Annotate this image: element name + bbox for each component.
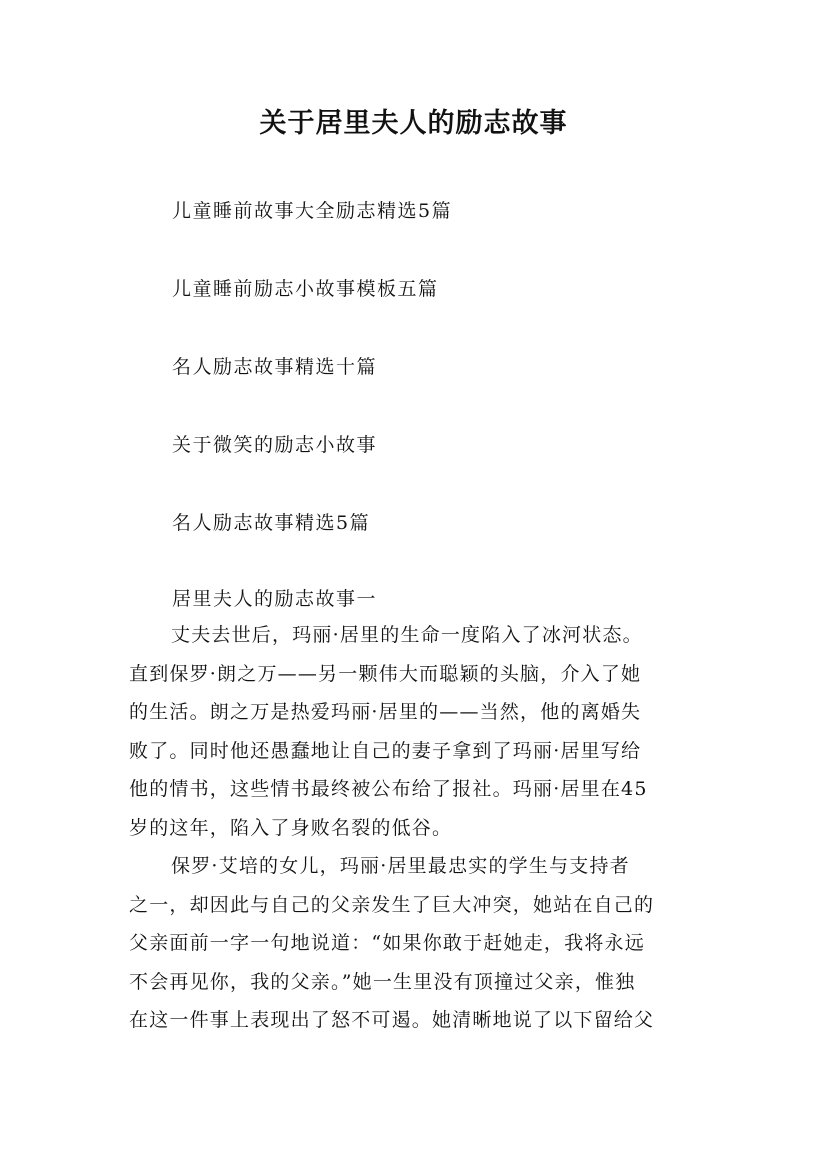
paragraph-line: 的生活。朗之万是热爱玛丽·居里的——当然，他的离婚失 [129, 701, 642, 723]
paragraph [129, 851, 709, 1044]
paragraph-line: 不会再见你，我的父亲。”她一生里没有顶撞过父亲，惟独 [129, 970, 636, 993]
related-article-link[interactable]: 名人励志故事精选十篇 [172, 356, 378, 378]
paragraph [129, 620, 709, 851]
document-title: 关于居里夫人的励志故事 [259, 108, 568, 139]
related-article-link[interactable]: 名人励志故事精选5篇 [172, 512, 371, 534]
article-body [129, 620, 709, 1044]
paragraph-line: 败了。同时他还愚蠢地让自己的妻子拿到了玛丽·居里写给 [129, 739, 642, 762]
paragraph-line: 在这一件事上表现出了怒不可遏。她清晰地说了以下留给父 [129, 1009, 655, 1031]
related-article-link[interactable]: 关于微笑的励志小故事 [172, 434, 378, 456]
paragraph-line: 丈夫去世后，玛丽·居里的生命一度陷入了冰河状态。 [171, 624, 643, 646]
paragraph-line: 他的情书，这些情书最终被公布给了报社。玛丽·居里在45 [129, 778, 648, 800]
related-articles-list [172, 196, 732, 586]
paragraph-line: 之一，却因此与自己的父亲发生了巨大冲突，她站在自己的 [129, 893, 655, 916]
paragraph-line: 父亲面前一字一句地说道：“如果你敢于赶她走，我将永远 [129, 932, 645, 954]
related-article-link[interactable]: 儿童睡前励志小故事模板五篇 [172, 278, 439, 300]
section-heading: 居里夫人的励志故事一 [172, 588, 378, 610]
related-article-link[interactable]: 儿童睡前故事大全励志精选5篇 [172, 200, 453, 222]
paragraph-line: 直到保罗·朗之万——另一颗伟大而聪颖的头脑，介入了她 [129, 662, 642, 685]
paragraph-line: 岁的这年，陷入了身败名裂的低谷。 [129, 816, 453, 839]
paragraph-line: 保罗·艾培的女儿，玛丽·居里最忠实的学生与支持者 [171, 855, 630, 877]
